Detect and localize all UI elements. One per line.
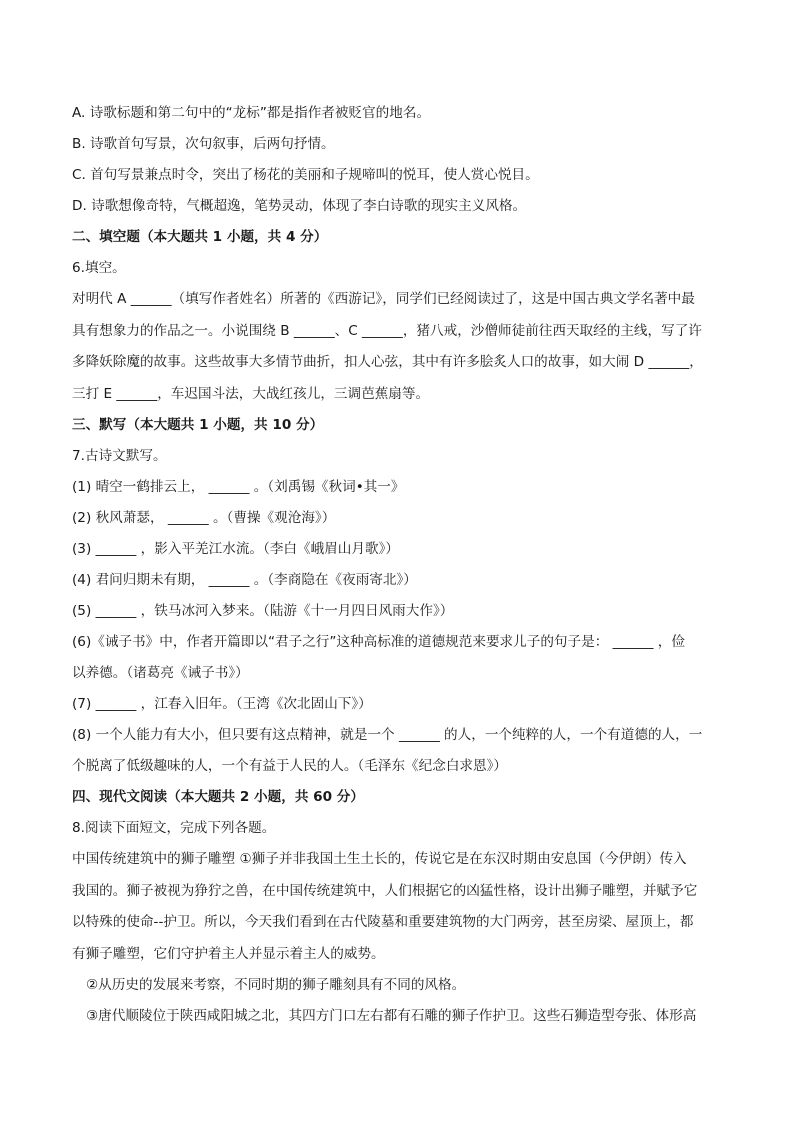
q8-passage-paragraph-2: ②从历史的发展来考察，不同时期的狮子雕刻具有不同的风格。: [86, 977, 466, 993]
q8-p1-line-2: 我国的。狮子被视为狰狞之兽，在中国传统建筑中，人们根据它的凶猛性格，设计出狮子雕塑，并赋予它: [72, 882, 698, 899]
q8-p1-line-1: 中国传统建筑中的狮子雕塑 ①狮子并非我国土生土长的，传说它是在东汉时期由安息国（今伊朗）传入: [72, 851, 687, 867]
q8-passage-paragraph-1: [72, 844, 722, 970]
document-page: [72, 98, 722, 1032]
q5-option-d: D. 诗歌想像奇特，气概超逸，笔势灵动，体现了李白诗歌的现实主义风格。: [72, 198, 527, 214]
q7-item-3: (3) ______ ，影入平羌江水流。（李白《峨眉山月歌》）: [72, 541, 399, 557]
q6-title: 6.填空。: [72, 260, 126, 276]
q6-paragraph: [72, 284, 722, 410]
section-heading-dictation: 三、默写（本大题共 1 小题，共 10 分）: [72, 417, 324, 433]
q7-item-6-line-2: 以养德。（诸葛亮《诫子书》）: [72, 665, 249, 681]
q8-passage-paragraph-3: ③唐代顺陵位于陕西咸阳城之北，其四方门口左右都有石雕的狮子作护卫。这些石狮造型夸张、体形高: [86, 1008, 697, 1024]
q7-item-4: (4) 君问归期未有期， ______ 。（李商隐在《夜雨寄北》）: [72, 572, 417, 588]
q7-item-2: (2) 秋风萧瑟， ______ 。（曹操《观沧海》）: [72, 510, 336, 526]
q5-option-b: B. 诗歌首句写景，次句叙事，后两句抒情。: [72, 136, 335, 152]
q8-p1-line-4: 有狮子雕塑，它们守护着主人并显示着主人的威势。: [72, 945, 385, 962]
q7-item-1: (1) 晴空一鹤排云上， ______ 。（刘禹锡《秋词•其一》: [72, 479, 405, 495]
q7-item-8-line-2: 个脱离了低级趣味的人，一个有益于人民的人。（毛泽东《纪念白求恩》）: [72, 758, 507, 774]
q7-title: 7.古诗文默写。: [72, 448, 167, 464]
q6-line-3: 多降妖除魔的故事。这些故事大多情节曲折，扣人心弦，其中有许多脍炙人口的故事，如大闹 D ______，: [72, 354, 703, 370]
q8-title: 8.阅读下面短文，完成下列各题。: [72, 820, 276, 836]
q7-item-7: (7) ______ ，江春入旧年。（王湾《次北固山下》）: [72, 696, 372, 712]
q5-option-c: C. 首句写景兼点时令，突出了杨花的美丽和子规啼叫的悦耳，使人赏心悦目。: [72, 167, 539, 183]
q8-p1-line-3: 以特殊的使命--护卫。所以，今天我们看到在古代陵墓和重要建筑物的大门两旁，甚至房梁、屋顶上，都: [72, 914, 694, 930]
q7-item-8-line-1: (8) 一个人能力有大小，但只要有这点精神，就是一个 ______ 的人，一个纯粹的人，一个有道德的人，一: [72, 727, 703, 743]
q7-item-5: (5) ______ ，铁马冰河入梦来。（陆游《十一月四日风雨大作》）: [72, 603, 454, 619]
section-heading-fill-in: 二、填空题（本大题共 1 小题，共 4 分）: [72, 229, 328, 245]
section-heading-modern-reading: 四、现代文阅读（本大题共 2 小题，共 60 分）: [72, 789, 364, 805]
q6-line-2: 具有想象力的作品之一。小说围绕 B ______、C ______，猪八戒，沙僧师徒前往西天取经的主线，写了许: [72, 322, 702, 339]
q6-line-1: 对明代 A ______（填写作者姓名）所著的《西游记》，同学们已经阅读过了，这是中国古典文学名著中最: [72, 291, 695, 307]
q6-line-4: 三打 E ______，车迟国斗法，大战红孩儿，三调芭蕉扇等。: [72, 385, 430, 402]
q7-item-6-line-1: (6)《诫子书》中，作者开篇即以“君子之行”这种高标准的道德规范来要求儿子的句子是： ______ ，俭: [72, 634, 685, 650]
q5-option-a: A. 诗歌标题和第二句中的“龙标”都是指作者被贬官的地名。: [72, 105, 431, 121]
